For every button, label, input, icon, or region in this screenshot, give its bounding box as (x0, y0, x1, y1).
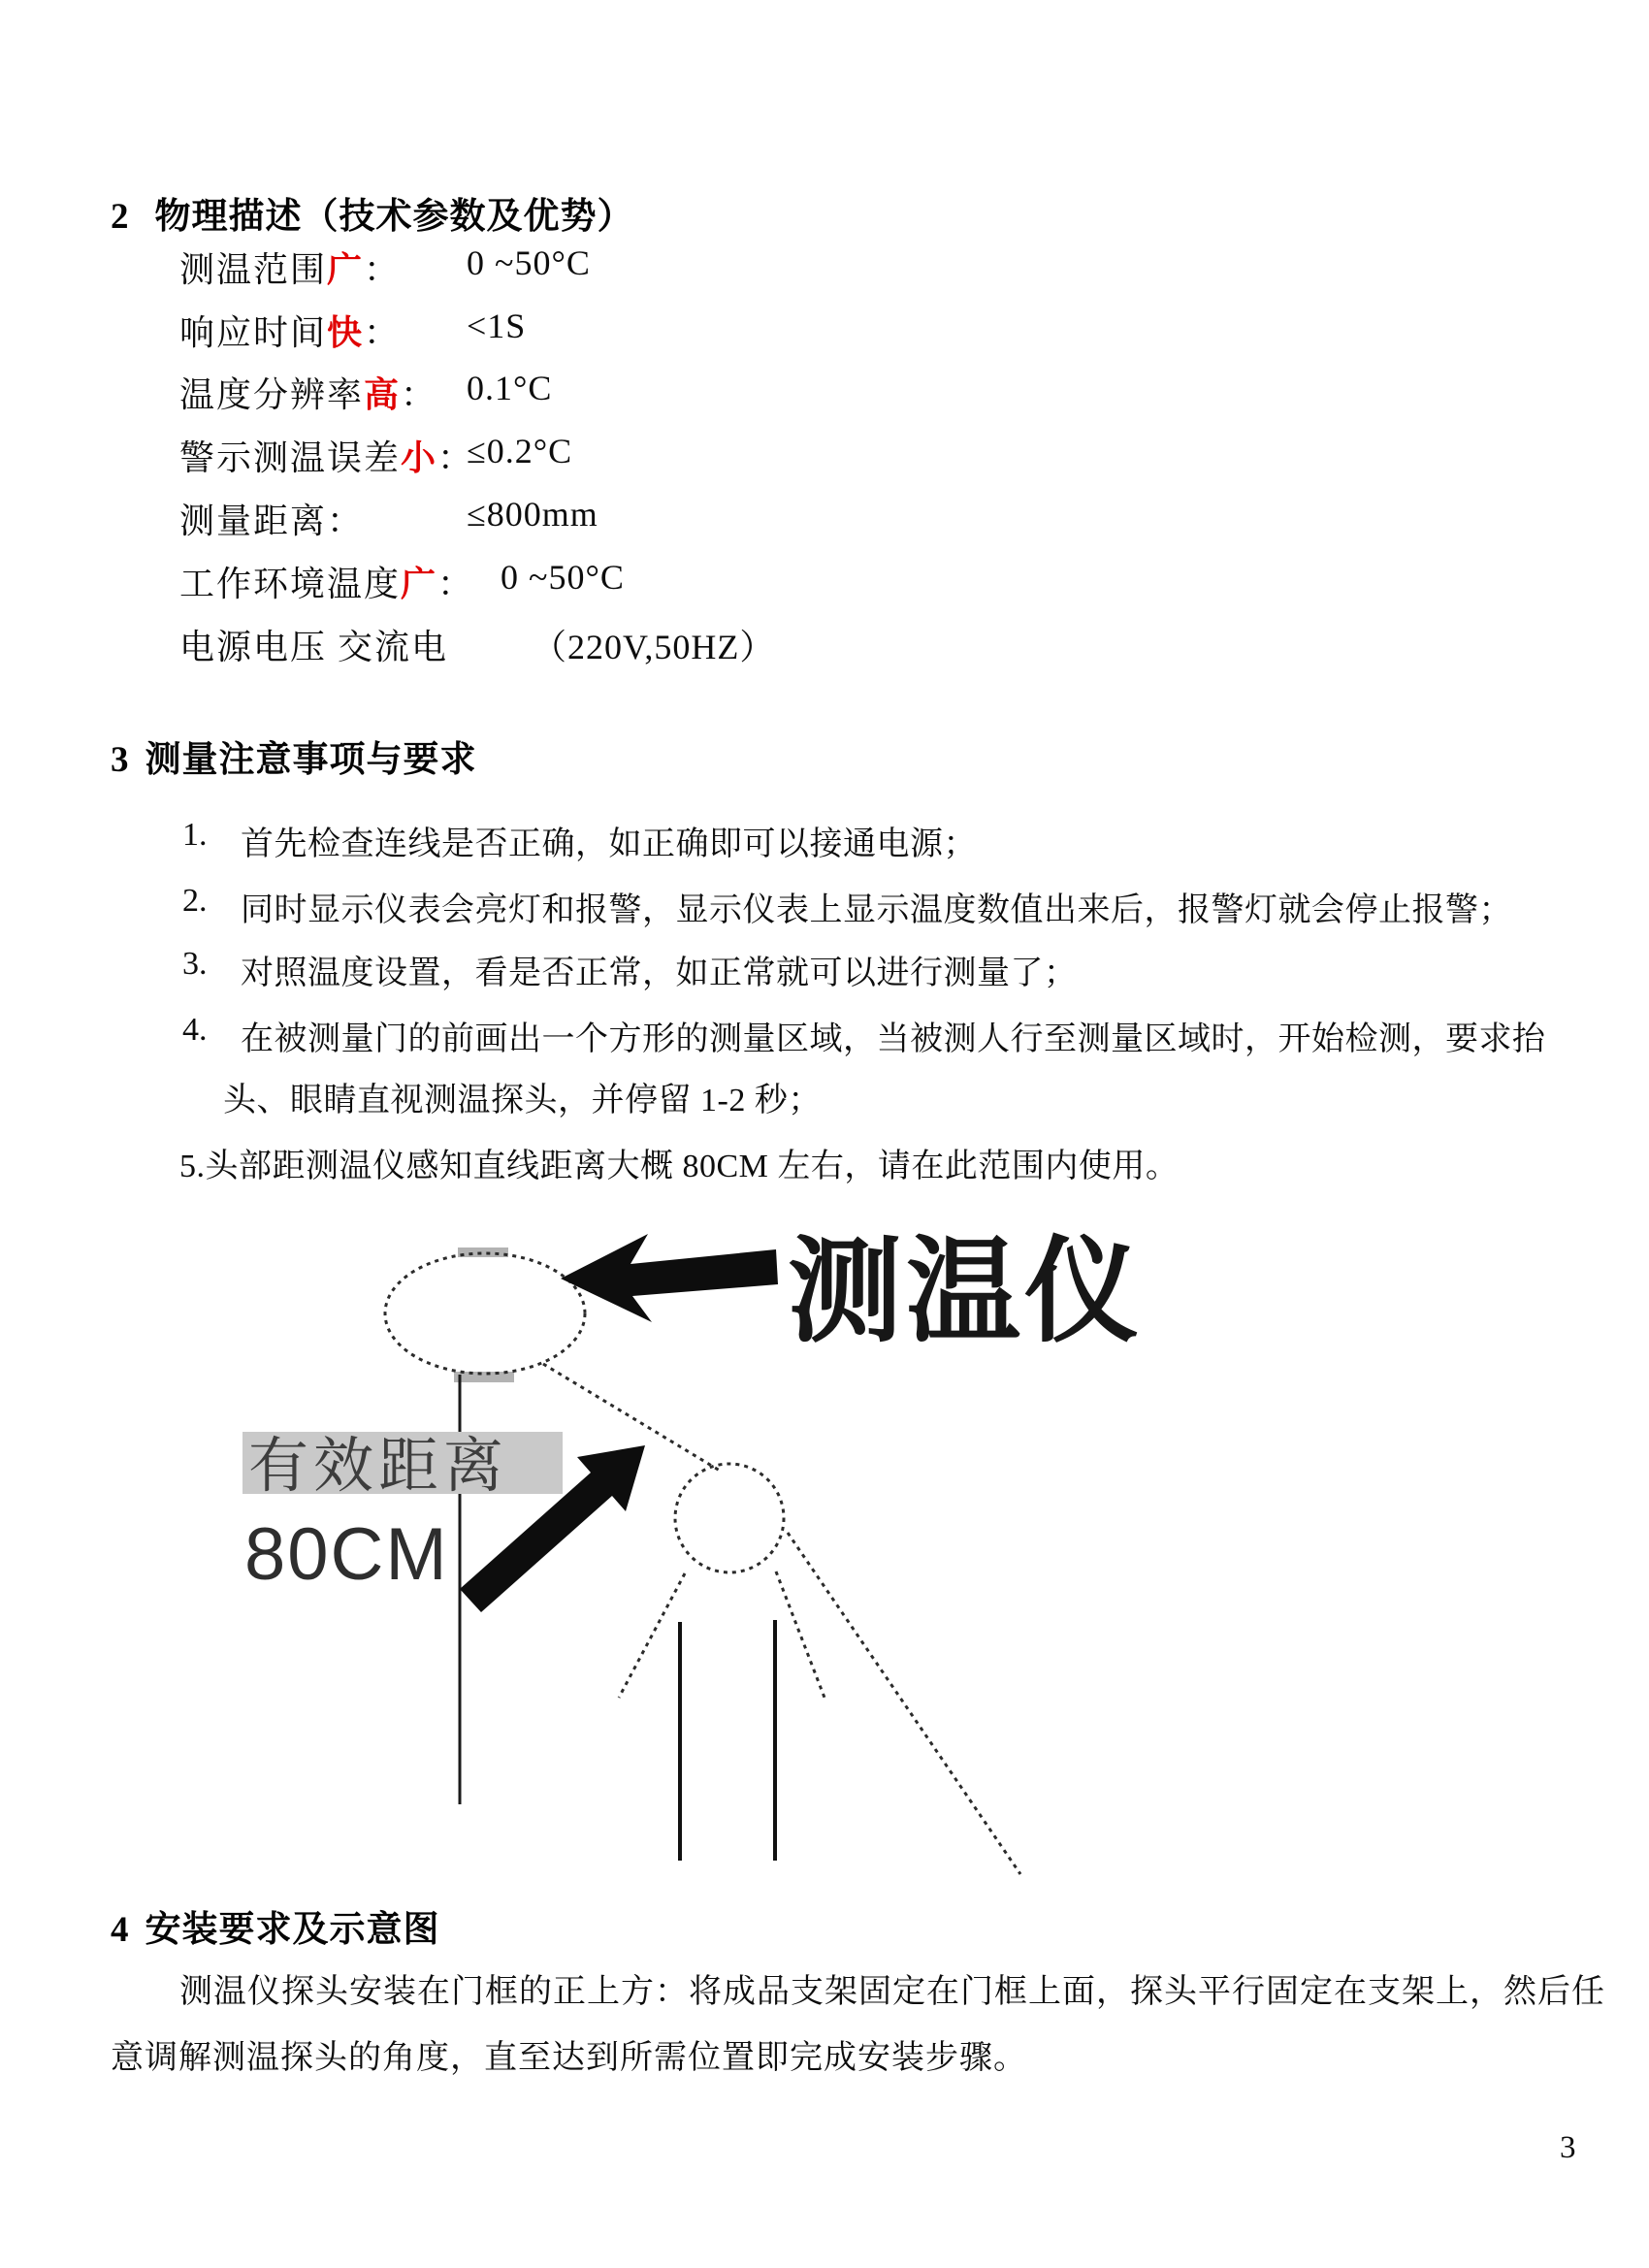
spec-highlight-char: 快 (327, 313, 365, 352)
section2-heading-title: 物理描述（技术参数及优势） (154, 196, 634, 236)
spec-label: 工作环境温度广： (179, 565, 475, 603)
device-pointer-arrow (561, 1234, 778, 1322)
list-item-4-continuation: 头、眼睛直视测温探头，并停留 1-2 秒； (223, 1083, 822, 1118)
section2-heading-number: 2 (111, 197, 130, 237)
section2-heading (111, 186, 634, 239)
section4-paragraph-line1: 测温仪探头安装在门框的正上方：将成品支架固定在门框上面，探头平行固定在支架上，然后任 (179, 1974, 1605, 2010)
section3-heading (111, 729, 477, 782)
spec-label: 测量距离： (179, 502, 365, 540)
list-item-5: 5.头部距测温仪感知直线距离大概 80CM 左右，请在此范围内使用。 (179, 1149, 1180, 1184)
spec-label: 电源电压 交流电 (179, 628, 449, 666)
spec-row-working-temp (0, 557, 1649, 603)
list-item-text: 同时显示仪表会亮灯和报警，显示仪表上显示温度数值出来后，报警灯就会停止报警； (241, 892, 1512, 928)
device-label: 测温仪 (788, 1228, 1144, 1356)
person-head-circle (675, 1464, 784, 1572)
spec-row-resolution (0, 368, 1649, 414)
spec-value: <1S (467, 307, 527, 345)
device-ellipse (385, 1253, 585, 1374)
spec-label: 响应时间快： (179, 313, 402, 352)
section4-heading (111, 1899, 440, 1952)
spec-row-response-time (0, 306, 1649, 352)
list-item-1 (0, 817, 1649, 861)
list-item-text: 对照温度设置，看是否正常，如正常就可以进行测量了； (241, 956, 1078, 991)
spec-value: ≤0.2°C (467, 432, 573, 470)
page-number: 3 (1560, 2130, 1576, 2165)
spec-row-distance (0, 494, 1649, 540)
spec-highlight-char: 广 (401, 565, 438, 603)
section3-heading-title: 测量注意事项与要求 (145, 739, 477, 779)
list-item-number: 2. (182, 883, 208, 919)
spec-label: 温度分辨率高： (179, 375, 438, 414)
spec-highlight-char: 小 (401, 438, 438, 477)
section4-heading-number: 4 (111, 1910, 130, 1950)
scan-artifact (458, 1247, 508, 1257)
list-item-number: 3. (182, 946, 208, 982)
spec-row-power (0, 620, 1649, 666)
spec-value: ≤800mm (467, 495, 598, 534)
person-right-arm-line (776, 1571, 824, 1698)
installation-diagram (194, 1203, 1164, 1882)
spec-row-temp-range (0, 243, 1649, 289)
section3-heading-number: 3 (111, 740, 130, 780)
spec-highlight-char: 高 (364, 375, 402, 414)
list-item-text: 在被测量门的前画出一个方形的测量区域，当被测人行至测量区域时，开始检测，要求抬 (241, 1021, 1546, 1057)
list-item-4 (0, 1012, 1649, 1056)
spec-value: 0 ~50°C (501, 558, 625, 597)
spec-row-error (0, 431, 1649, 477)
section4-paragraph-line2: 意调解测温探头的角度，直至达到所需位置即完成安装步骤。 (111, 2040, 1027, 2076)
distance-label-line2: 80CM (244, 1513, 449, 1596)
beam-line-lower (788, 1533, 1020, 1874)
list-item-text: 首先检查连线是否正确，如正确即可以接通电源； (241, 826, 977, 862)
spec-value: （220V,50HZ） (532, 628, 776, 666)
spec-value: 0.1°C (467, 369, 553, 407)
spec-label: 警示测温误差小： (179, 438, 475, 477)
spec-value: 0 ~50°C (467, 243, 591, 282)
spec-highlight-char: 广 (327, 250, 365, 289)
section4-heading-title: 安装要求及示意图 (145, 1909, 440, 1949)
spec-label: 测温范围广： (179, 250, 402, 289)
distance-label-line1: 有效距离 (248, 1433, 509, 1500)
list-item-number: 1. (182, 817, 208, 853)
list-item-3 (0, 946, 1649, 990)
list-item-2 (0, 883, 1649, 927)
person-left-arm-line (619, 1573, 685, 1698)
list-item-number: 4. (182, 1012, 208, 1048)
